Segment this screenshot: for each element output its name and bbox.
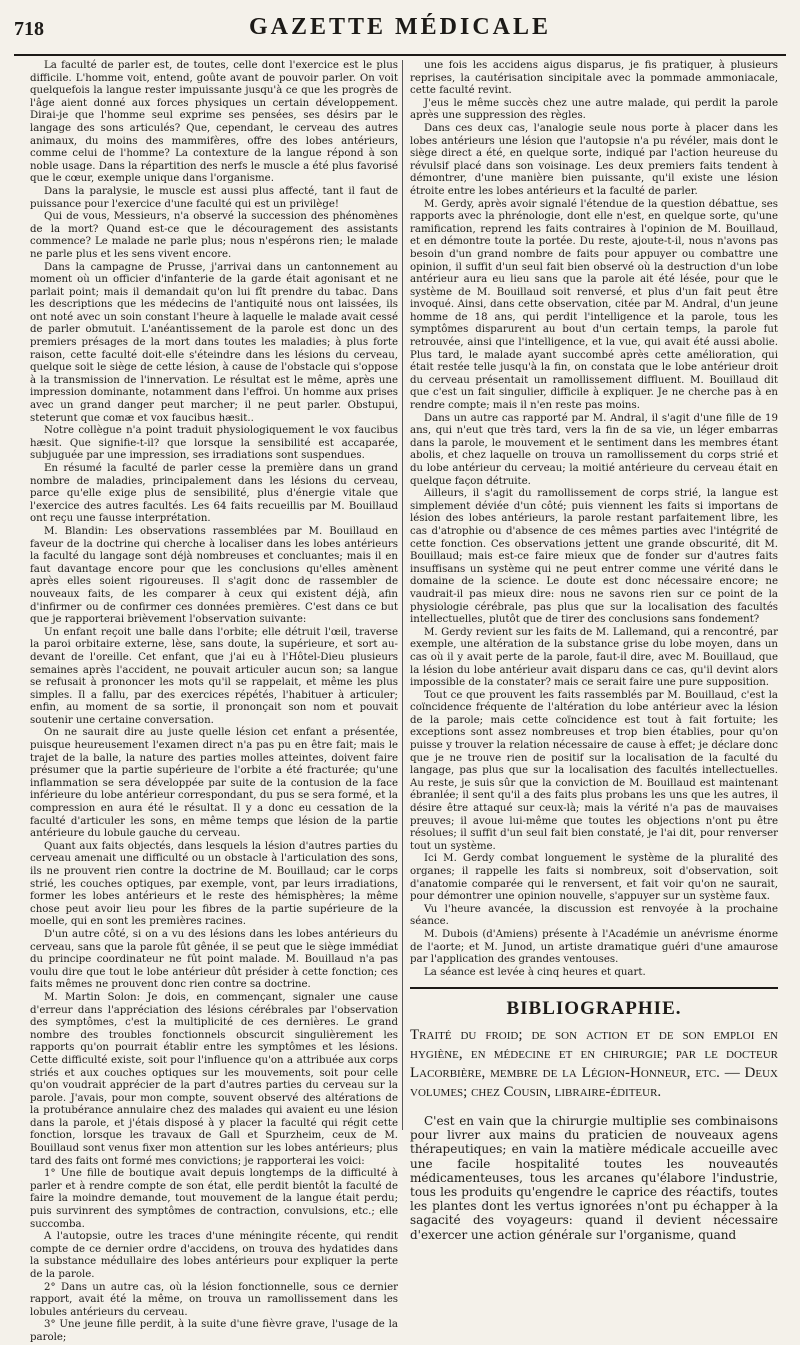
page-header [14,14,786,48]
paragraph: M. Blandin: Les observations rassemblées par M. Bouillaud en faveur de la doctrine qui cherche à localiser dans les lobes antérieurs la faculté du langage sont déjà nombreuses et concluantes; mais il en faut davantage encore pour que les conclusions qu'elles amènent après elles soient rigoureuses. Il s'agit donc de rassembler de nouveaux faits, de les comparer à ceux qui existent déjà, afin d'infirmer ou de confirmer ces données premières. C'est dans ce but que je rapporterai brièvement l'observation suivante: [30,525,398,626]
paragraph: M. Dubois (d'Amiens) présente à l'Académie un anévrisme énorme de l'aorte; et M. Junod, un artiste dramatique guéri d'une amaurose par l'application des grandes ventouses. [410,928,778,966]
paragraph: En résumé la faculté de parler cesse la première dans un grand nombre de maladies, principalement dans les lésions du cerveau, parce qu'elle exige plus de sensibilité, plus d'énergie vitale que l'exercice des autres facultés. Les 64 faits recueillis par M. Bouillaud ont reçu une fausse interprétation. [30,463,398,525]
paragraph: La séance est levée à cinq heures et quart. [424,966,646,978]
bibliography-book-title: Traité du froid; de son action et de son emploi en hygiène, en médecine et en chirurgie; par le docteur Lacorbière, membre de la Légion-Honneur, etc. — Deux volumes; chez Cousin, libraire-éditeur. [410,1026,778,1100]
paragraph: A l'autopsie, outre les traces d'une méningite récente, qui rendit compte de ce dernier ordre d'accidens, on trouva des hydatides dans la substance médullaire des lobes antérieurs pour expliquer la perte de la parole. [30,1231,398,1280]
paragraph: Dans la paralysie, le muscle est aussi plus affecté, tant il faut de puissance pour l'exercice d'une faculté qui est un privilège! [30,185,398,210]
bibliography-rule [410,987,778,989]
paragraph: Notre collègue n'a point traduit physiologiquement le vox faucibus hæsit. Que signifie-t-il? que lorsque la sensibilité est accaparée, subjuguée par une impression, ses irradiations sont suspendues. [30,425,398,462]
paragraph: 1° Une fille de boutique avait depuis longtemps de la difficulté à parler et à rendre compte de son état, elle perdit bientôt la faculté de faire la moindre demande, tout mouvement de la langue était perdu; puis survinrent des symptômes de contraction, convulsions, etc.; elle succomba. [30,1168,398,1230]
paragraph: Dans un autre cas rapporté par M. Andral, il s'agit d'une fille de 19 ans, qui n'eut que très tard, vers la fin de sa vie, un léger embarras dans la parole, le mouvement et le sentiment dans les membres étant abolis, et chez laquelle on trouva un ramollissement du corps strié et du lobe antérieur du cerveau; la moitié antérieure du cerveau était en quelque façon détruite. [410,412,778,487]
paragraph: 3° Une jeune fille perdit, à la suite d'une fièvre grave, l'usage de la parole; [30,1319,398,1343]
bibliography-heading: BIBLIOGRAPHIE. [506,998,682,1020]
paragraph: Ailleurs, il s'agit du ramollissement de corps strié, la langue est simplement déviée d'un côté; puis viennent les faits si importans de lésion des lobes antérieurs, la parole restant parfaitement libre, les cas d'atrophie ou d'absence de ces mêmes parties avec l'intégrité de cette fonction. Ces observations jettent une grande obscurité, dit M. Bouillaud; mais est-ce faire mieux que de fonder sur d'autres faits insuffisans un système qui ne peut entrer comme une vérité dans le domaine de la science. Le doute est donc nécessaire encore; ne vaudrait-il pas mieux dire: nous ne savons rien sur ce point de la physiologie cérébrale, pas plus que sur la localisation des facultés intellectuelles, plutôt que de tirer des conclusions sans fondement? [410,488,778,626]
header-rule [14,54,786,56]
paragraph: 2° Dans un autre cas, où la lésion fonctionnelle, sous ce dernier rapport, avait été la même, on trouva un ramollissement dans les lobules antérieurs du cerveau. [30,1281,398,1318]
paragraph: Vu l'heure avancée, la discussion est renvoyée à la prochaine séance. [410,903,778,928]
paragraph: J'eus le même succès chez une autre malade, qui perdit la parole après une suppression des règles. [410,97,778,122]
paragraph: Dans ces deux cas, l'analogie seule nous porte à placer dans les lobes antérieurs une lésion que l'autopsie n'a pu révéler, mais dont le siège direct a été, en quelque sorte, indiqué par l'action heureuse du révulsif placé dans son voisinage. Les deux premiers faits tendent à démontrer, d'une manière bien puissante, qu'il existe une lésion étroite entre les lobes antérieurs et la faculté de parler. [410,122,778,197]
right-column [410,60,779,1242]
paragraph: On ne saurait dire au juste quelle lésion cet enfant a présentée, puisque heureusement l'examen direct n'a pas pu en être fait; mais le trajet de la balle, la nature des parties molles atteintes, doivent faire présumer que la partie supérieure de l'orbite a été fracturée; qu'une inflammation se sera développée par suite de la contusion de la face inférieure du lobe antérieur correspondant, du pus se sera formé, et la compression en aura été le résultat. Il y a donc eu cessation de la faculté d'articuler les sons, en même temps que lésion de la partie antérieure du lobule gauche du cerveau. [30,727,398,840]
paragraph: Quant aux faits objectés, dans lesquels la lésion d'autres parties du cerveau amenait une difficulté ou un obstacle à l'articulation des sons, ils ne prouvent rien contre la doctrine de M. Bouillaud; car le corps strié, les couches optiques, par exemple, vont, par leurs irradiations, former les lobes antérieurs et le reste des hémisphères; la même chose peut avoir lieu pour les fibres de la partie supérieure de la moelle, qui en sont les premières racines. [30,840,398,928]
paragraph: Qui de vous, Messieurs, n'a observé la succession des phénomènes de la mort? Quand est-ce que le découragement des assistants commence? Le malade ne parle plus; nous n'espérons rien; le malade ne parle plus et les sens vivent encore. [30,211,398,260]
paragraph: M. Martin Solon: Je dois, en commençant, signaler une cause d'erreur dans l'appréciation des lésions cérébrales par l'observation des symptômes, c'est la multiplicité de ces dernières. Le grand nombre des troubles fonctionnels obscurcit singulièrement les rapports qu'on pourrait établir entre les symptômes et les lésions. Cette difficulté existe, soit pour l'influence qu'on a attribuée aux corps striés et aux couches optiques sur les mouvements, soit pour celle qu'on voudrait apprécier de la part d'autres parties du cerveau sur la parole. J'avais, pour mon compte, souvent observé des altérations de la protubérance annulaire chez des malades qui avaient eu une lésion dans la parole, et j'étais disposé à y placer la faculté qui régit cette fonction, lorsque les travaux de Gall et Spurzheim, ceux de M. Bouillaud sont venus fixer mon attention sur les lobes antérieurs; plus tard des faits ont formé mes convictions; je rapporterai les voici: [30,991,398,1167]
paragraph: M. Gerdy revient sur les faits de M. Lallemand, qui a rencontré, par exemple, une altération de la substance grise du lobe moyen, dans un cas où il y avait perte de la parole, faut-il dire, avec M. Bouillaud, que la lésion du lobe antérieur avait disparu dans ce cas, qu'il devint alors impossible de la constater? mais ce serait faire une pure supposition. [410,626,778,689]
column-divider [402,60,403,1130]
masthead-title: GAZETTE MÉDICALE [248,14,552,40]
paragraph: La faculté de parler est, de toutes, celle dont l'exercice est le plus difficile. L'homme voit, entend, goûte avant de pouvoir parler. On voit quelquefois la langue rester impuissante jusqu'à ce que les progrès de l'âge aient donné aux forces physiques un certain développement. Dirai-je que l'homme seul exprime ses pensées, ses désirs par le langage des sons articulés? Que, cependant, le cerveau des autres animaux, du moins des mammifères, offre des lobes antérieurs, comme celui de l'homme? La contexture de la langue répond à son noble usage. Dans la répartition des nerfs le muscle a été plus favorisé que le cœur, exemple unique dans l'organisme. [30,60,398,185]
paragraph: Ici M. Gerdy combat longuement le système de la pluralité des organes; il rappelle les faits si nombreux, soit d'observation, soit d'anatomie comparée qui le renversent, et fait voir qu'on ne saurait, pour démontrer une opinion nouvelle, s'appuyer sur un système faux. [410,853,778,903]
paragraph: D'un autre côté, si on a vu des lésions dans les lobes antérieurs du cerveau, sans que la parole fût gênée, il se peut que le siège immédiat du principe coordinateur ne fût point malade. M. Bouillaud n'a pas voulu dire que tout le lobe antérieur dût présider à cette fonction; ces faits mêmes ne prouvent donc rien contre sa doctrine. [30,928,398,991]
paragraph: une fois les accidens aigus disparus, je fis pratiquer, à plusieurs reprises, la cautérisation sincipitale avec la pommade ammoniacale, cette faculté revint. [410,60,778,97]
paragraph: C'est en vain que la chirurgie multiplie ses combinaisons pour livrer aux mains du praticien de nouveaux agens thérapeutiques; en vain la matière médicale accueille avec une facile hospitalité toutes les nouveautés médicamenteuses, tous les arcanes qu'élabore l'industrie, tous les produits qu'engendre le caprice des réactifs, toutes les plantes dont les vertus ignorées n'ont pu échapper à la sagacité des voyageurs: quand il devient nécessaire d'exercer une action générale sur l'organisme, quand [410,1113,778,1242]
page-number: 718 [14,18,44,40]
left-column [30,60,398,1343]
paragraph: Un enfant reçoit une balle dans l'orbite; elle détruit l'œil, traverse la paroi orbitaire externe, lèse, sans doute, la supérieure, et sort au-devant de l'oreille. Cet enfant, que j'ai eu à l'Hôtel-Dieu plusieurs semaines après l'accident, ne pouvait articuler aucun son; sa langue se refusait à prononcer les mots qu'il se rappelait, et même les plus simples. Il a fallu, par des exercices répétés, l'habituer à articuler; enfin, au moment de sa sortie, il prononçait son nom et pouvait soutenir une certaine conversation. [30,626,398,726]
paragraph: M. Gerdy, après avoir signalé l'étendue de la question débattue, ses rapports avec la phrénologie, dont elle n'est, en quelque sorte, qu'une ramification, reprend les faits contraires à l'opinion de M. Bouillaud, et en démontre toute la portée. Du reste, ajoute-t-il, nous n'avons pas besoin d'un grand nombre de faits pour appuyer ou combattre une opinion, il suffit d'un seul fait bien observé où la destruction d'un lobe antérieur aura eu lieu sans que la parole ait été lésée, pour que le système de M. Bouillaud soit renversé, et plus d'un fait peut être invoqué. Ainsi, dans cette observation, citée par M. Andral, d'un jeune homme de 18 ans, qui perdit l'intelligence et la parole, tous les symptômes disparurent au bout d'un certain temps, la parole fut retrouvée, ainsi que l'intelligence, et la vue, qui avait été aussi abolie. Plus tard, le malade ayant succombé après cette amélioration, qui était restée telle jusqu'à la fin, on constata que le lobe antérieur droit du cerveau présentait un ramollissement diffluent. M. Bouillaud dit que c'est un fait singulier, difficile à expliquer. Je ne cherche pas à en rendre compte; mais il n'en reste pas moins. [410,198,778,412]
bibliography-body [410,1114,778,1242]
paragraph: Tout ce que prouvent les faits rassemblés par M. Bouillaud, c'est la coïncidence fréquente de l'altération du lobe antérieur avec la lésion de la parole; mais cette coïncidence est tout à fait fortuite; les exceptions sont assez nombreuses et trop bien établies, pour qu'on puisse y trouver la relation nécessaire de cause à effet; je déclare donc que je ne trouve rien de positif sur la localisation de la faculté du langage, pas plus que sur la localisation des facultés intellectuelles. Au reste, je suis sûr que la conviction de M. Bouillaud est maintenant ébranlée; il sent qu'il a des faits plus probans les uns que les autres, il désire être attaqué sur ceux-là; mais la vérité n'a pas de mauvaises preuves; il avoue lui-même que toutes les objections n'ont pu être résolues; il suffit d'un seul fait bien constaté, je l'ai dit, pour renverser tout un système. [410,689,779,852]
paragraph: Dans la campagne de Prusse, j'arrivai dans un cantonnement au moment où un officier d'infanterie de la garde était agonisant et ne parlait point; mais il demandait qu'on lui fît prendre du tabac. Dans les descriptions que les médecins de l'antiquité nous ont laissées, ils ont noté avec un soin constant l'heure à laquelle le malade avait cessé de parler obmutuit. L'anéantissement de la parole est donc un des premiers présages de la mort dans toutes les maladies; à plus forte raison, cette faculté doit-elle s'éteindre dans les lésions du cerveau, quelque soit le siège de cette lésion, à cause de l'obstacle qui s'oppose à la transmission de l'innervation. Le résultat est le même, après une impression dominante, notamment dans l'effroi. Un homme aux prises avec un grand danger peut marcher; il ne peut parler. Obstupui, steterunt que comæ et vox faucibus hæsit.. [30,261,398,424]
